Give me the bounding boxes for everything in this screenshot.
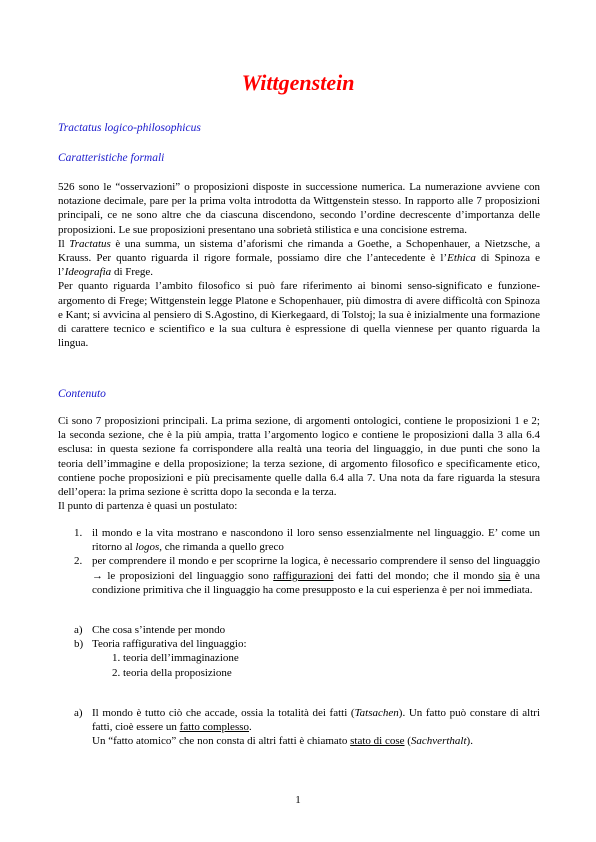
paragraph: Per quanto riguarda l’ambito filosofico si può fare riferimento ai binomi senso-significato e funzione-argomento di Frege; Wittgenstein legge Platone e Schopenhauer, più dimostra di avere difficoltà con Spinoza e Kant; si avvicina al pensiero di S.Agostino, di Kierkegaard, di Tolstoj; la sua è inizialmente una formazione di carattere tecnico e scientifico e la sua cultura è espressione di quella viennese per quanto riguarda la lingua.	[58, 280, 540, 350]
list-item: 1. il mondo e la vita mostrano e nascondono il loro senso essenzialmente nel linguaggio. E’ come un ritorno al logos, che rimanda a quello greco	[74, 527, 540, 554]
list-item: a) Che cosa s’intende per mondo	[74, 624, 226, 636]
section-formal-body	[58, 180, 540, 350]
lettered-list	[58, 623, 540, 680]
list-item-continuation: Un “fatto atomico” che non consta di altri fatti è chiamato stato di cose (Sachverthalt).	[92, 735, 473, 748]
paragraph: 526 sono le “osservazioni” o proposizioni disposte in successione numerica. La numerazione avviene con notazione decimale, pare per la prima volta introdotta da Wittgenstein stesso. In rapporto alle 7 proposizioni principali, ce ne sono altre che da ciascuna discendono, secondo l’ordine decrescente d’importanza delle proposizioni. Le sue proposizioni presentano una sobrietà stilistica e una concisione estrema.	[58, 181, 540, 236]
paragraph: Il Tractatus è una summa, un sistema d’aforismi che rimanda a Goethe, a Schopenhauer, a Nietzsche, a Krauss. Per quanto riguarda il rigore formale, possiamo dire che l’antecedente è l’Ethica di Spinoza e l’Ideografia di Frege.	[58, 237, 540, 279]
section-content-body	[58, 414, 540, 513]
work-title: Tractatus logico-philosophicus	[58, 122, 201, 134]
page-title: Wittgenstein	[241, 70, 355, 95]
list-item: 2. per comprendere il mondo e per scoprirne la logica, è necessario comprendere il senso del linguaggio → le proposizioni del linguaggio sono raffigurazioni dei fatti del mondo; che il mondo sia è una condizione primitiva che il linguaggio ha come presupposto e la cui esperienza è per noi immediata.	[74, 555, 540, 596]
page-number: 1	[295, 794, 301, 806]
sub-list-item: 2. teoria della proposizione	[112, 666, 232, 679]
sub-list-item: 1. teoria dell’immaginazione	[112, 652, 239, 665]
paragraph: Il punto di partenza è quasi un postulato:	[58, 500, 238, 513]
paragraph: Ci sono 7 proposizioni principali. La prima sezione, di argomenti ontologici, contiene le proposizioni 1 e 2; la seconda sezione, che è la più ampia, tratta l’argomento logico e contiene le proposizioni dalla 3 alla 6.4 esclusa: in questa sezione fa corrispondere alla realtà una teoria del linguaggio, in due punti che sono la teoria dell’immagine e della proposizione; la terza sezione, di argomento filosofico e specificamente etico, contiene poche proposizioni e più precisamente quelle dalla 6.4 alla 7. Una nota da fare riguarda la stesura dell’opera: la prima sezione è scritta dopo la seconda e la terza.	[58, 415, 540, 499]
list-item: a) Il mondo è tutto ciò che accade, ossia la totalità dei fatti (Tatsachen). Un fatto può constare di altri fatti, cioè essere un fatto complesso.	[74, 707, 540, 734]
section-heading-content: Contenuto	[58, 388, 106, 400]
world-definition-list	[58, 706, 540, 749]
list-item: b) Teoria raffigurativa del linguaggio:	[74, 638, 247, 651]
section-heading-formal: Caratteristiche formali	[58, 152, 165, 164]
numbered-list	[58, 526, 540, 597]
